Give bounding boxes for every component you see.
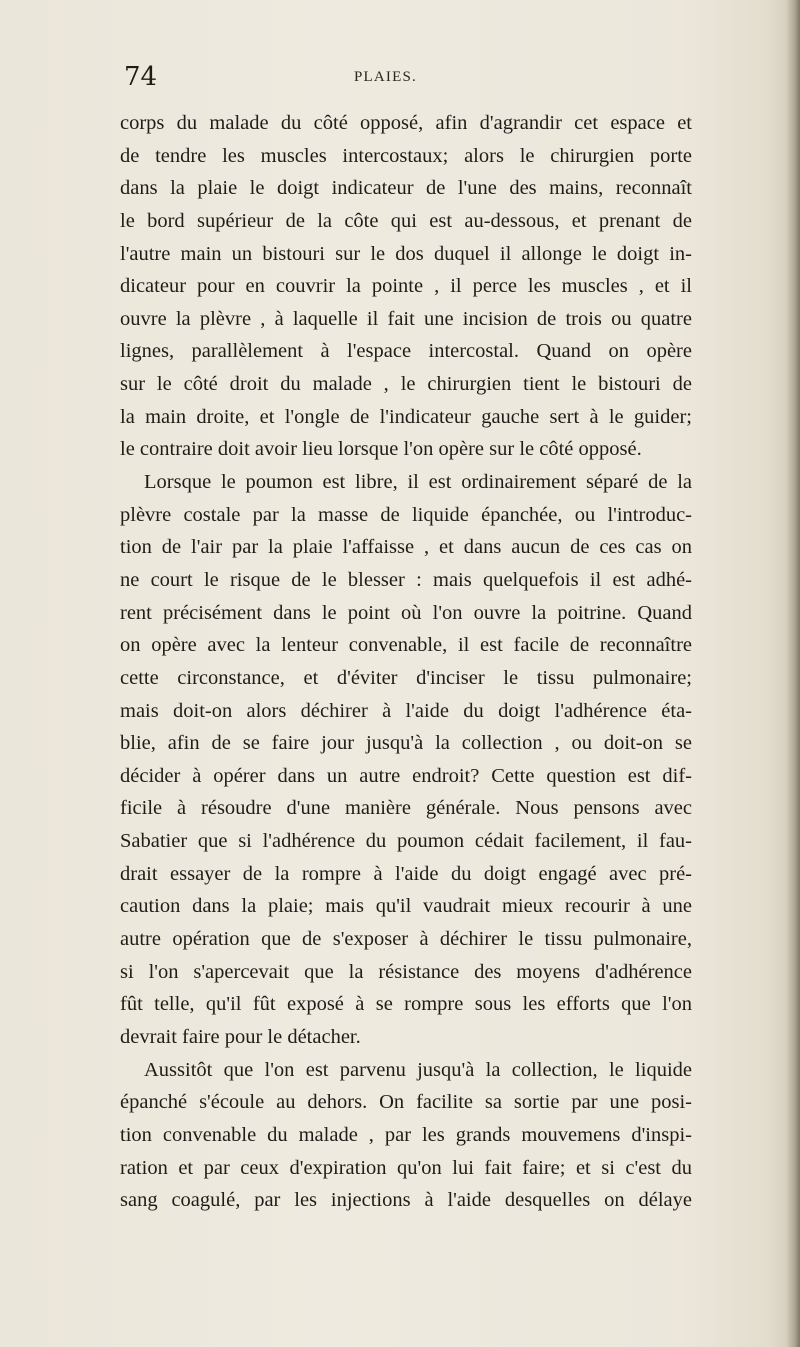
- text-line: décider à opérer dans un autre endroit? Cette question est dif-: [120, 764, 692, 787]
- text-line: lignes, parallèlement à l'espace intercostal. Quand on opère: [120, 340, 692, 363]
- text-line: sur le côté droit du malade , le chirurgien tient le bistouri de: [120, 373, 692, 396]
- text-line: la main droite, et l'ongle de l'indicateur gauche sert à le guider;: [120, 405, 692, 428]
- text-line: tion de l'air par la plaie l'affaisse , et dans aucun de ces cas on: [120, 536, 692, 559]
- text-line: dicateur pour en couvrir la pointe , il perce les muscles , et il: [120, 275, 692, 298]
- text-line: de tendre les muscles intercostaux; alors le chirurgien porte: [120, 144, 692, 167]
- text-line: si l'on s'apercevait que la résistance des moyens d'adhérence: [120, 960, 692, 983]
- page-edge-shadow: [786, 0, 800, 1347]
- text-line: dans la plaie le doigt indicateur de l'une des mains, reconnaît: [120, 177, 692, 200]
- text-line: fût telle, qu'il fût exposé à se rompre sous les efforts que l'on: [120, 993, 692, 1016]
- text-line: sang coagulé, par les injections à l'aide desquelles on délaye: [120, 1189, 692, 1212]
- text-line: Aussitôt que l'on est parvenu jusqu'à la collection, le liquide: [144, 1058, 692, 1081]
- text-line: mais doit-on alors déchirer à l'aide du doigt l'adhérence éta-: [120, 699, 692, 722]
- body-text: [120, 107, 692, 1217]
- text-line: ficile à résoudre d'une manière générale. Nous pensons avec: [120, 797, 692, 820]
- text-line: rent précisément dans le point où l'on ouvre la poitrine. Quand: [120, 601, 692, 624]
- running-head: PLAIES.: [354, 69, 417, 85]
- text-line: Lorsque le poumon est libre, il est ordinairement séparé de la: [144, 471, 692, 494]
- text-line: corps du malade du côté opposé, afin d'agrandir cet espace et: [120, 112, 692, 134]
- text-line: on opère avec la lenteur convenable, il est facile de reconnaître: [120, 634, 692, 657]
- text-line: ne court le risque de le blesser : mais quelquefois il est adhé-: [120, 568, 692, 591]
- text-line: drait essayer de la rompre à l'aide du doigt engagé avec pré-: [120, 862, 692, 885]
- text-line: tion convenable du malade , par les grands mouvemens d'inspi-: [120, 1123, 692, 1146]
- page-header: [124, 62, 690, 94]
- text-line: l'autre main un bistouri sur le dos duquel il allonge le doigt in-: [120, 242, 692, 265]
- text-line: blie, afin de se faire jour jusqu'à la collection , ou doit-on se: [120, 732, 692, 755]
- text-line: cette circonstance, et d'éviter d'inciser le tissu pulmonaire;: [120, 666, 692, 689]
- text-line: ration et par ceux d'expiration qu'on lui fait faire; et si c'est du: [120, 1156, 692, 1179]
- text-line: épanché s'écoule au dehors. On facilite sa sortie par une posi-: [120, 1091, 692, 1114]
- text-line: caution dans la plaie; mais qu'il vaudrait mieux recourir à une: [120, 895, 692, 918]
- text-line: autre opération que de s'exposer à déchirer le tissu pulmonaire,: [120, 928, 692, 951]
- text-line: le bord supérieur de la côte qui est au-dessous, et prenant de: [120, 209, 692, 232]
- text-line: Sabatier que si l'adhérence du poumon cédait facilement, il fau-: [120, 830, 692, 853]
- text-line: plèvre costale par la masse de liquide épanchée, ou l'introduc-: [120, 503, 692, 526]
- text-line: ouvre la plèvre , à laquelle il fait une incision de trois ou quatre: [120, 307, 692, 330]
- text-line: devrait faire pour le détacher.: [120, 1025, 361, 1048]
- text-line: le contraire doit avoir lieu lorsque l'on opère sur le côté opposé.: [120, 438, 642, 461]
- page-number: 74: [124, 62, 158, 92]
